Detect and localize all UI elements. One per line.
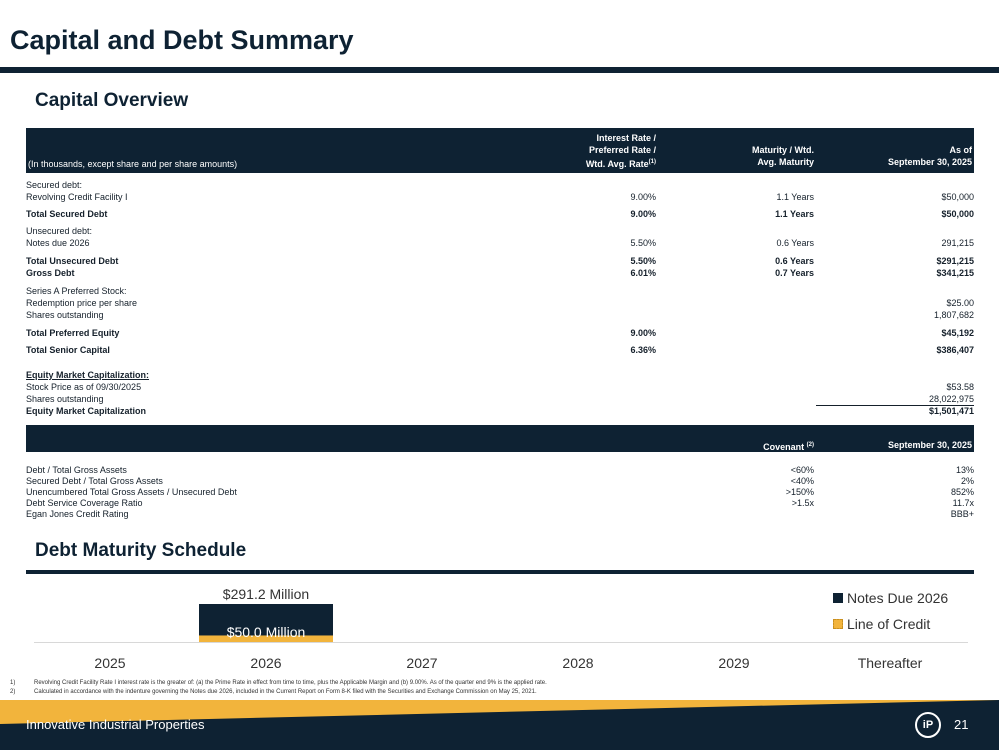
covenant-row [26,509,974,520]
covenant-row [26,498,974,509]
x-tick-label: 2029 [718,655,750,671]
capital-row [26,382,974,393]
covenant-row [26,476,974,487]
capital-cell-rate: 5.50% [630,256,656,266]
capital-cell-label: Total Secured Debt [26,209,108,219]
covenant-cell-covenant: <60% [790,465,814,475]
capital-cell-value: 291,215 [941,238,974,248]
capital-cell-rate: 9.00% [630,209,656,219]
capital-row [26,256,974,267]
data-label-line-of-credit-2026: $50.0 Million [226,624,306,640]
header-covenant-date: September 30, 2025 [887,440,972,450]
footnote-1: 1) Revolving Credit Facility Rate I interest rate is the greater of: (a) the Prime Rate in effect from time to time, plus the Applicable Margin and (b) 9.00%. As of the quarter end 9% is the applied rate. [10,680,547,686]
capital-overview-title: Capital Overview [35,90,189,111]
capital-cell-label: Redemption price per share [26,298,138,308]
capital-cell-label: Notes due 2026 [26,238,90,248]
covenant-cell-value: 11.7x [952,498,974,508]
debt-maturity-title: Debt Maturity Schedule [35,540,247,561]
capital-cell-maturity: 0.7 Years [775,268,814,278]
covenant-table-header [26,425,974,452]
capital-cell-value: $341,215 [936,268,974,278]
capital-cell-value: $25.00 [946,298,974,308]
covenant-cell-value: 13% [955,465,974,475]
x-tick-label: 2026 [250,655,282,671]
covenant-cell-value: 852% [950,487,974,497]
capital-cell-maturity: 0.6 Years [776,238,814,248]
header-as-of: As of September 30, 2025 [887,145,972,167]
capital-cell-label: Unsecured debt: [26,226,93,236]
capital-cell-value: 1,807,682 [933,310,974,320]
capital-cell-label: Equity Market Capitalization: [26,370,150,380]
capital-row [26,298,974,309]
x-tick-label: 2025 [94,655,126,671]
capital-row [26,226,974,237]
legend-swatch-credit [833,619,843,629]
capital-cell-value: $50,000 [941,192,974,202]
capital-cell-value: $45,192 [941,328,974,338]
x-tick-label: Thereafter [857,655,923,671]
capital-cell-label: Total Senior Capital [26,345,110,355]
footnote-2: 2) Calculated in accordance with the indenture governing the Notes due 2026, included in the Current Report on Form 8-K filed with the Securities and Exchange Commission on May 25, 2021. [10,689,537,695]
capital-cell-label: Secured debt: [26,180,83,190]
capital-cell-maturity: 1.1 Years [775,209,814,219]
capital-cell-maturity: 1.1 Years [776,192,814,202]
page-title: Capital and Debt Summary [10,25,354,55]
page-number: 21 [954,717,969,732]
covenant-cell-label: Secured Debt / Total Gross Assets [26,476,163,486]
x-tick-label: 2028 [562,655,594,671]
covenant-cell-label: Unencumbered Total Gross Assets / Unsecured Debt [26,487,237,497]
capital-row [26,192,974,203]
capital-cell-rate: 9.00% [630,192,656,202]
capital-row [26,394,974,405]
capital-cell-label: Series A Preferred Stock: [26,286,127,296]
sum-line [816,405,974,406]
capital-cell-label: Shares outstanding [26,310,104,320]
title-rule [0,67,999,73]
capital-cell-maturity: 0.6 Years [775,256,814,266]
capital-row [26,209,974,220]
capital-row [26,310,974,321]
covenant-row [26,487,974,498]
company-logo: iP [915,712,941,738]
covenant-cell-value: 2% [960,476,974,486]
header-covenant: Covenant $^{(2)}$ [763,442,814,452]
covenant-cell-covenant: >1.5x [791,498,814,508]
capital-cell-rate: 6.36% [630,345,656,355]
header-rate: Interest Rate / Preferred Rate / Wtd. Avg. Rate$^{(1)}$ [585,133,656,169]
capital-cell-label: Total Unsecured Debt [26,256,119,266]
capital-cell-value: $53.58 [946,382,974,392]
capital-cell-value: $1,501,471 [928,406,974,416]
capital-cell-label: Gross Debt [26,268,75,278]
header-maturity: Maturity / Wtd. Avg. Maturity [752,145,814,167]
capital-cell-rate: 9.00% [630,328,656,338]
capital-cell-value: 28,022,975 [928,394,974,404]
header-units-note: (In thousands, except share and per share amounts) [28,159,238,169]
capital-row [26,370,974,381]
capital-row [26,268,974,279]
legend-notes-due-2026: Notes Due 2026 [833,590,948,606]
capital-row [26,328,974,339]
capital-cell-label: Stock Price as of 09/30/2025 [26,382,142,392]
covenant-row [26,465,974,476]
capital-row [26,406,974,417]
chart-axis-line [34,642,968,643]
legend-swatch-notes [833,593,843,603]
covenant-cell-label: Debt / Total Gross Assets [26,465,127,475]
capital-cell-label: Equity Market Capitalization [26,406,147,416]
capital-cell-label: Revolving Credit Facility I [26,192,128,202]
capital-cell-label: Total Preferred Equity [26,328,120,338]
data-label-total-2026: $291.2 Million [222,586,310,602]
footer-company-name: Innovative Industrial Properties [26,717,205,732]
capital-cell-value: $291,215 [936,256,974,266]
capital-cell-value: $386,407 [936,345,974,355]
capital-row [26,180,974,191]
capital-table-header [26,128,974,173]
capital-row [26,345,974,356]
capital-row [26,238,974,249]
covenant-cell-label: Egan Jones Credit Rating [26,509,129,519]
capital-cell-value: $50,000 [941,209,974,219]
capital-row [26,286,974,297]
covenant-cell-covenant: <40% [790,476,814,486]
capital-cell-rate: 6.01% [630,268,656,278]
covenant-cell-value: BBB+ [950,509,974,519]
covenant-cell-label: Debt Service Coverage Ratio [26,498,143,508]
x-tick-label: 2027 [406,655,438,671]
capital-cell-rate: 5.50% [630,238,656,248]
legend-line-of-credit: Line of Credit [833,616,930,632]
capital-cell-label: Shares outstanding [26,394,104,404]
covenant-cell-covenant: >150% [785,487,814,497]
